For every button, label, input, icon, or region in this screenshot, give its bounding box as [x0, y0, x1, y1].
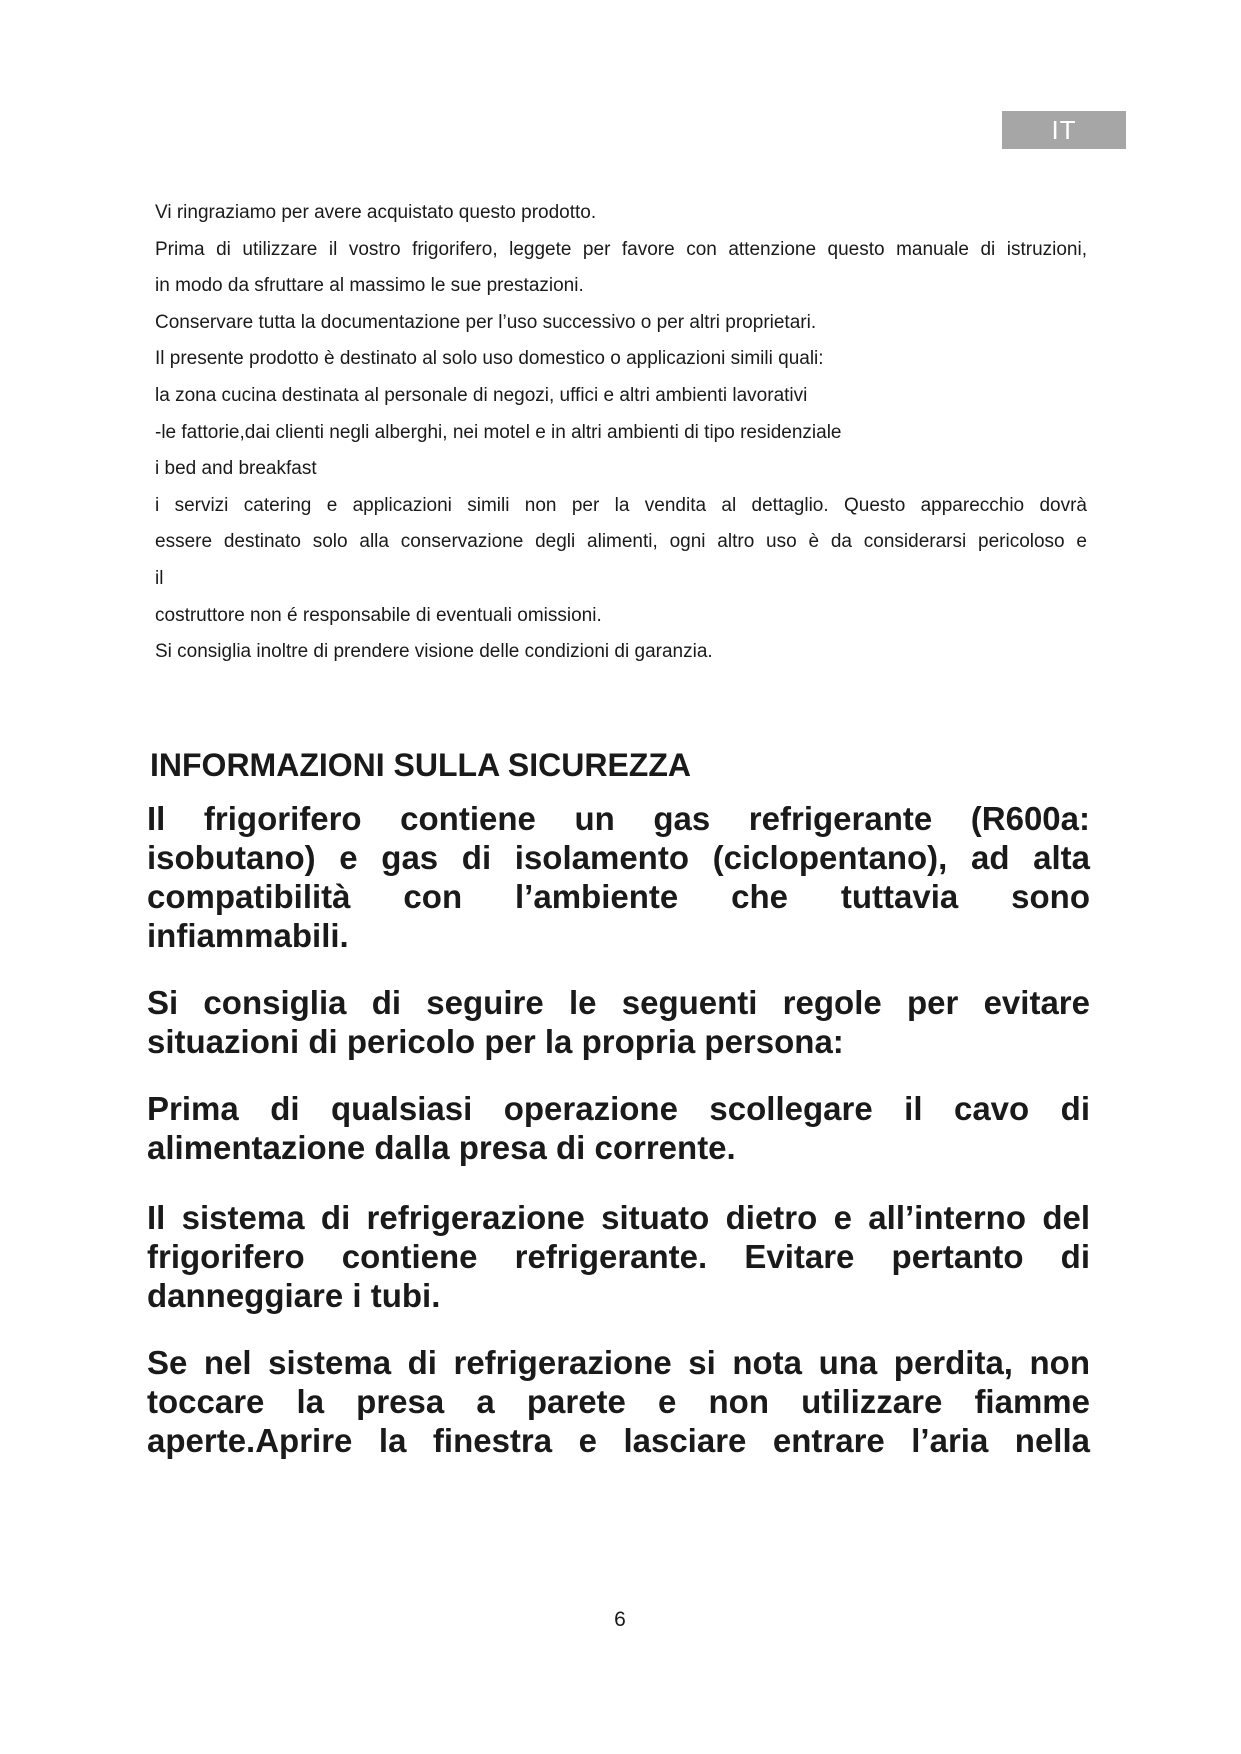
intro-line: la zona cucina destinata al personale di negozi, uffici e altri ambienti lavorativi: [155, 384, 808, 406]
paragraph-line: infiammabili.: [147, 917, 349, 954]
intro-line: -le fattorie,dai clienti negli alberghi, nei motel e in altri ambienti di tipo residenziale: [155, 421, 842, 443]
paragraph-line: isobutano) e gas di isolamento (ciclopentano), ad alta: [147, 839, 1090, 876]
safety-paragraph: [147, 1089, 1090, 1167]
intro-line: costruttore non é responsabile di eventuali omissioni.: [155, 604, 602, 626]
safety-paragraph: [147, 1198, 1090, 1315]
paragraph-line: frigorifero contiene refrigerante. Evitare pertanto di: [147, 1238, 1090, 1275]
safety-paragraph: [147, 1343, 1090, 1460]
intro-line: Il presente prodotto è destinato al solo uso domestico o applicazioni simili quali:: [155, 348, 824, 370]
intro-line: i servizi catering e applicazioni simili non per la vendita al dettaglio. Questo apparecchio dovrà: [155, 494, 1087, 516]
safety-paragraph: [147, 983, 1090, 1061]
paragraph-line: situazioni di pericolo per la propria persona:: [147, 1023, 844, 1060]
intro-line: Si consiglia inoltre di prendere visione delle condizioni di garanzia.: [155, 641, 713, 663]
paragraph-line: Il frigorifero contiene un gas refrigerante (R600a:: [147, 800, 1090, 837]
intro-text: [155, 195, 1087, 671]
paragraph-line: toccare la presa a parete e non utilizzare fiamme: [147, 1383, 1090, 1420]
section-title: INFORMAZIONI SULLA SICUREZZA: [150, 747, 691, 783]
intro-line: Conservare tutta la documentazione per l’uso successivo o per altri proprietari.: [155, 311, 817, 333]
language-tab: IT: [1002, 111, 1126, 149]
paragraph-line: aperte.Aprire la finestra e lasciare entrare l’aria nella: [147, 1422, 1090, 1459]
paragraph-line: Se nel sistema di refrigerazione si nota una perdita, non: [147, 1344, 1090, 1381]
paragraph-line: danneggiare i tubi.: [147, 1277, 441, 1314]
intro-line: essere destinato solo alla conservazione degli alimenti, ogni altro uso è da considerarsi pericoloso e: [155, 531, 1087, 553]
paragraph-line: Prima di qualsiasi operazione scollegare il cavo di: [147, 1090, 1090, 1127]
safety-paragraph: [147, 799, 1090, 955]
paragraph-line: Il sistema di refrigerazione situato dietro e all’interno del: [147, 1199, 1090, 1236]
page-number: 6: [614, 1608, 626, 1631]
intro-line: Prima di utilizzare il vostro frigorifero, leggete per favore con attenzione questo manuale di istruzioni,: [155, 238, 1087, 260]
intro-line: il: [155, 567, 164, 589]
intro-line: Vi ringraziamo per avere acquistato questo prodotto.: [155, 202, 597, 223]
paragraph-line: compatibilità con l’ambiente che tuttavia sono: [147, 878, 1090, 915]
intro-line: i bed and breakfast: [155, 458, 317, 480]
paragraph-line: alimentazione dalla presa di corrente.: [147, 1129, 736, 1166]
paragraph-line: Si consiglia di seguire le seguenti regole per evitare: [147, 984, 1090, 1021]
intro-line: in modo da sfruttare al massimo le sue prestazioni.: [155, 275, 584, 297]
